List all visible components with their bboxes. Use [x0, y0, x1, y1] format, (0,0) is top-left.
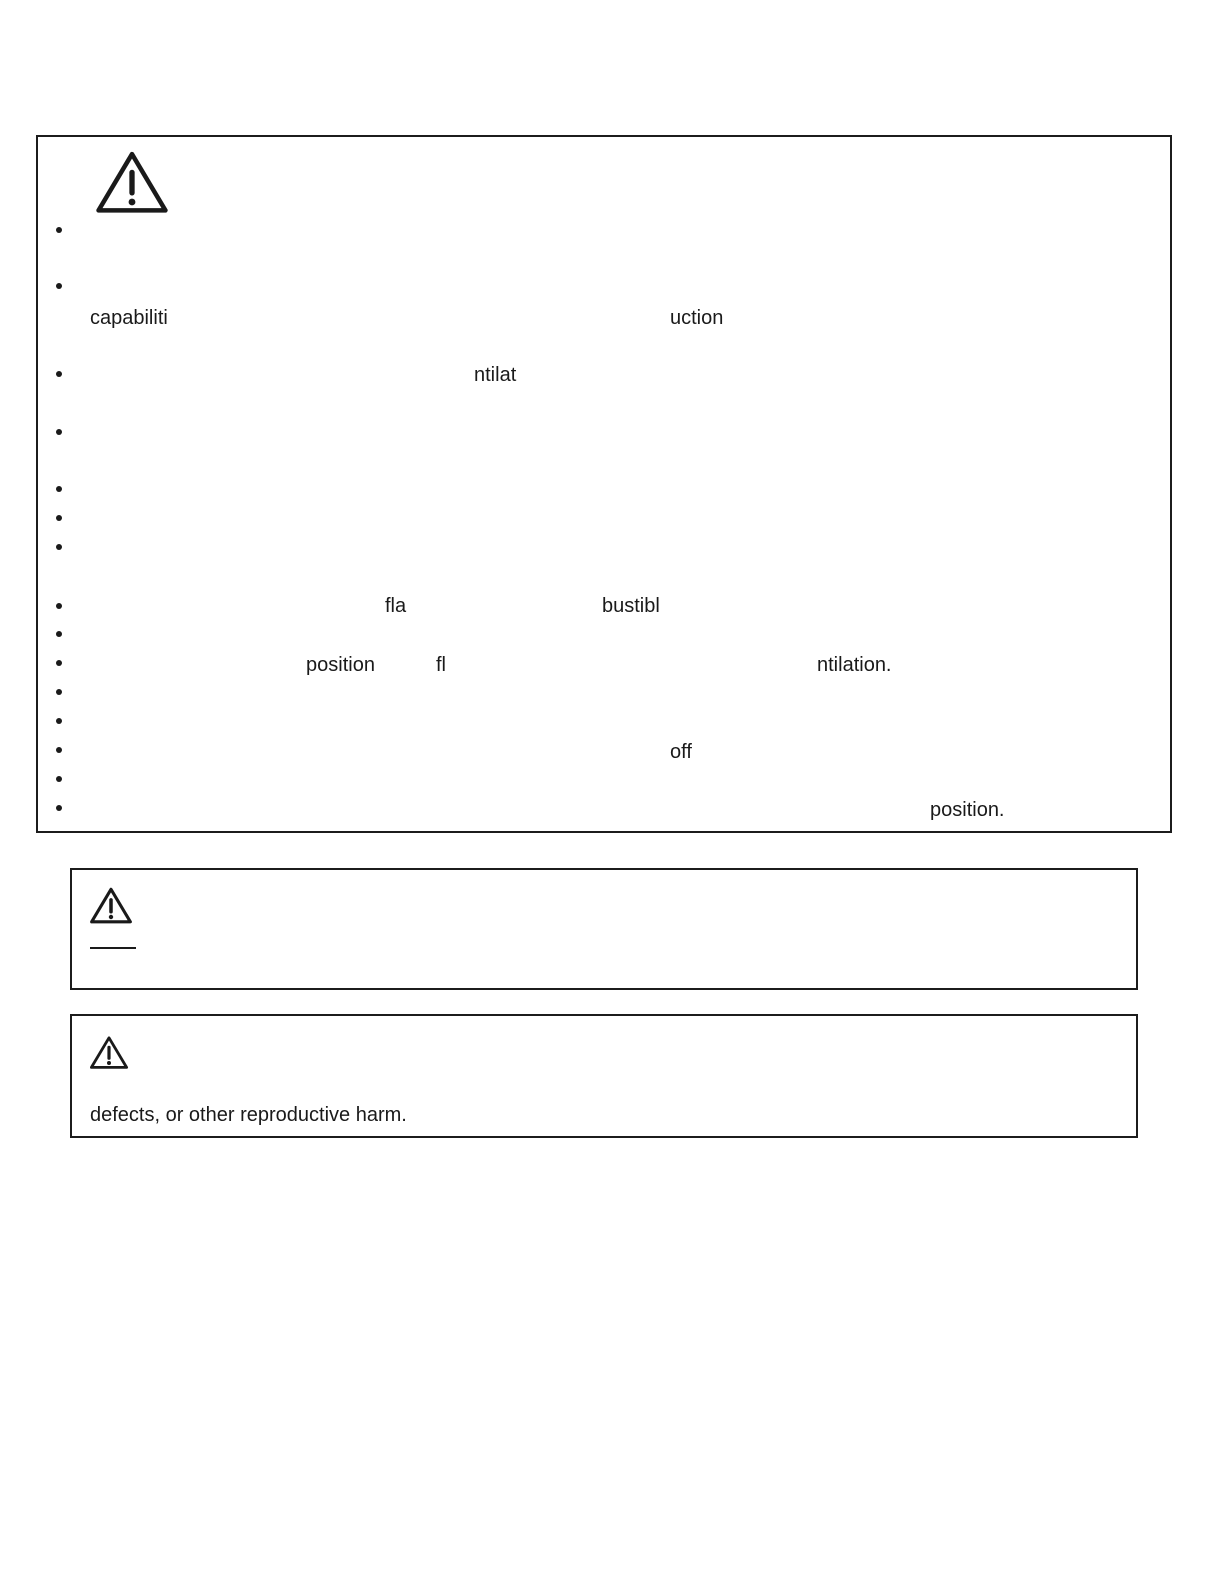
text-fragment-fla: fla	[385, 595, 407, 617]
bullet-point	[56, 283, 62, 289]
bullet-point	[56, 429, 62, 435]
bullet-point	[56, 544, 62, 550]
bullet-point	[56, 631, 62, 637]
warning-triangle-icon	[89, 1035, 129, 1071]
warning-box-3	[70, 1014, 1138, 1138]
bullet-point	[56, 515, 62, 521]
text-fragment-ntilat: ntilat	[474, 364, 517, 386]
bullet-point	[56, 227, 62, 233]
bullet-point	[56, 689, 62, 695]
bullet-point	[56, 371, 62, 377]
warning-box-2	[70, 868, 1138, 990]
text-fragment-bustibl: bustibl	[602, 595, 660, 617]
warning-triangle-icon	[89, 886, 133, 926]
warning-box-1	[36, 135, 1172, 833]
warning-triangle-icon	[94, 149, 170, 217]
warning-box-3-text: defects, or other reproductive harm.	[90, 1104, 407, 1126]
text-fragment-uction: uction	[670, 307, 724, 329]
bullet-point	[56, 776, 62, 782]
text-fragment-position: position	[306, 654, 375, 676]
text-fragment-off: off	[670, 741, 692, 763]
bullet-point	[56, 486, 62, 492]
bullet-point	[56, 718, 62, 724]
bullet-point	[56, 660, 62, 666]
text-fragment-capabiliti: capabiliti	[90, 307, 168, 329]
underlined-blank	[90, 947, 136, 949]
bullet-point	[56, 747, 62, 753]
text-fragment-position-end: position.	[930, 799, 1005, 821]
text-fragment-ntilation: ntilation.	[817, 654, 892, 676]
bullet-point	[56, 603, 62, 609]
text-fragment-fl: fl	[436, 654, 446, 676]
bullet-point	[56, 805, 62, 811]
